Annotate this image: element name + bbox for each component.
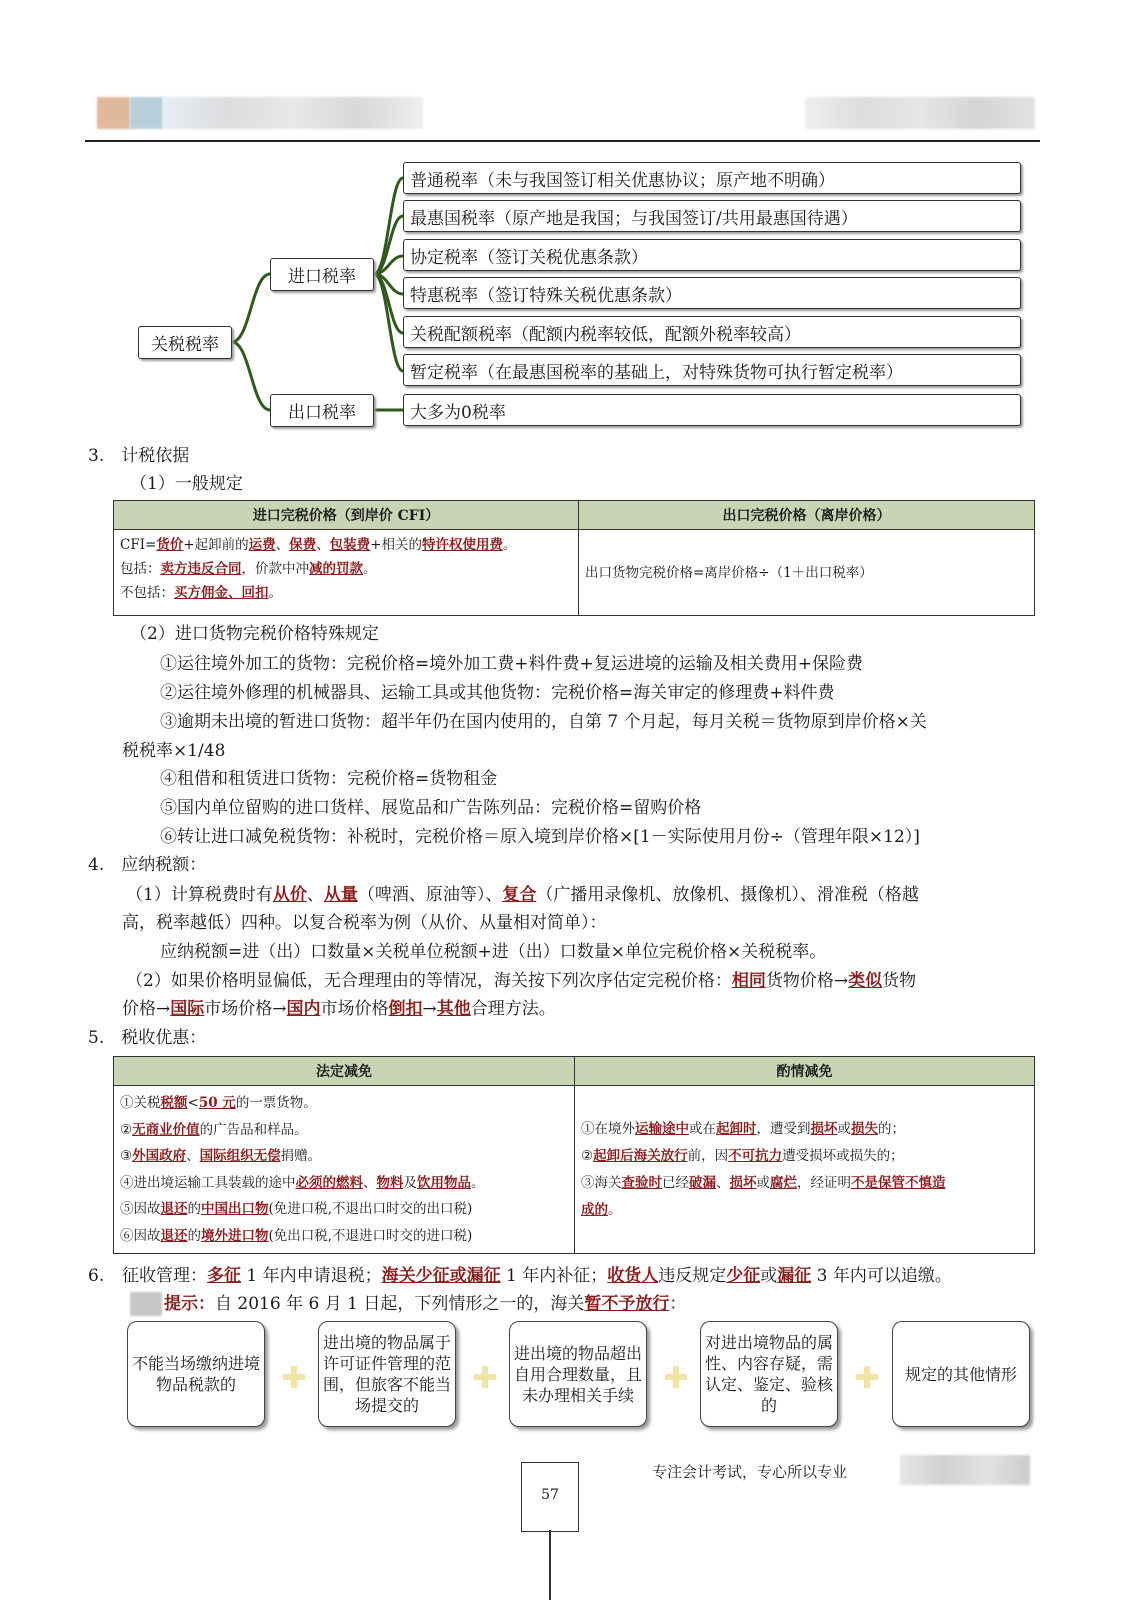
rule-item: ③逾期未出境的暂进口货物：超半年仍在国内使用的，自第 7 个月起，每月关税＝货物原到岸价格×关 [160, 712, 927, 732]
plus-icon [665, 1366, 687, 1388]
rule-item-cont: 税税率×1/48 [122, 741, 226, 761]
statutory-relief-item: ④进出境运输工具装载的途中必须的燃料、物料及饮用物品。 [120, 1174, 485, 1191]
tax-relief-table [113, 1056, 1035, 1254]
page-number: 57 [521, 1462, 579, 1532]
tip-icon [130, 1292, 162, 1316]
page-tab-line [549, 1530, 551, 1600]
table-header: 出口完税价格（离岸价格） [579, 501, 1035, 530]
sec4-p2-line1: （2）如果价格明显偏低，无合理理由的等情况，海关按下列次序估定完税价格：相同货物价格→类似货物 [126, 971, 917, 991]
tree-import-item: 最惠国税率（原产地是我国；与我国签订/共用最惠国待遇） [403, 200, 1021, 232]
tax-base-table [113, 500, 1035, 616]
rule-item: ①运往境外加工的货物：完税价格=境外加工费+料件费+复运进境的运输及相关费用+保险费 [160, 654, 863, 674]
rule-item: ⑥转让进口减免税货物：补税时，完税价格＝原入境到岸价格×[1－实际使用月份÷（管理年限×12）] [160, 827, 920, 847]
section-4-title: 4. 应纳税额： [88, 855, 207, 875]
tree-import-item: 协定税率（签订关税优惠条款） [403, 239, 1021, 271]
statutory-relief-item: ⑤因故退还的中国出口物(免进口税,不退出口时交的出口税) [120, 1201, 473, 1217]
tree-export-node: 出口税率 [270, 394, 374, 427]
tree-export-item: 大多为0税率 [403, 394, 1021, 426]
import-price-cell [114, 530, 579, 616]
statutory-relief-item: ③外国政府、国际组织无偿捐赠。 [120, 1148, 322, 1164]
rule-item: ⑤国内单位留购的进口货样、展览品和广告陈列品：完税价格=留购价格 [160, 798, 702, 818]
discretionary-relief-item: 成的。 [581, 1201, 622, 1218]
cfi-excludes: 不包括：买方佣金、回扣。 [120, 585, 282, 601]
tree-import-node: 进口税率 [270, 258, 374, 291]
tree-root-node: 关税税率 [138, 326, 232, 359]
rule-item: ②运往境外修理的机械器具、运输工具或其他货物：完税价格=海关审定的修理费+料件费 [160, 683, 835, 703]
cfi-formula: CFI=货价+起卸前的运费、保费、包装费+相关的特许权使用费。 [120, 537, 517, 553]
sec4-p1-line1: （1）计算税费时有从价、从量（啤酒、原油等）、复合（广播用录像机、放像机、摄像机）、滑准税（格越 [126, 885, 919, 905]
sec4-p1-line2: 高，税率越低）四种。以复合税率为例（从价、从量相对简单）： [122, 913, 607, 933]
statutory-relief-item: ⑥因故退还的境外进口物(免出口税,不退进口时交的进口税) [120, 1227, 473, 1244]
sec4-p2-line2: 价格→国际市场价格→国内市场价格倒扣→其他合理方法。 [122, 999, 556, 1019]
no-release-case: 规定的其他情形 [892, 1321, 1030, 1427]
section-3-sub2: （2）进口货物完税价格特殊规定 [130, 624, 379, 644]
tree-import-item: 暂定税率（在最惠国税率的基础上，对特殊货物可执行暂定税率） [403, 354, 1021, 386]
no-release-case: 进出境的物品属于许可证件管理的范围，但旅客不能当场提交的 [318, 1321, 456, 1427]
sec6-line: 征收管理：多征 1 年内申请退税；海关少征或漏征 1 年内补征；收货人违反规定少征或漏征 3 年内可以追缴。 [122, 1266, 952, 1286]
tree-import-item: 普通税率（未与我国签订相关优惠协议；原产地不明确） [403, 162, 1021, 194]
tip-line: 提示：自 2016 年 6 月 1 日起，下列情形之一的，海关暂不予放行： [164, 1294, 687, 1314]
table-header: 进口完税价格（到岸价 CFI） [114, 501, 579, 530]
section-5-title: 5. 税收优惠： [88, 1028, 207, 1048]
table-header: 法定减免 [114, 1057, 575, 1086]
plus-icon [474, 1366, 496, 1388]
plus-icon [856, 1366, 878, 1388]
plus-icon [283, 1366, 305, 1388]
discretionary-relief-item: ③海关查验时已经破漏、损坏或腐烂，经证明不是保管不慎造 [581, 1174, 946, 1191]
section-3-title: 3. 计税依据 [88, 446, 190, 466]
export-price-cell: 出口货物完税价格=离岸价格÷（1＋出口税率） [579, 530, 1035, 616]
no-release-case: 进出境的物品超出自用合理数量，且未办理相关手续 [509, 1321, 647, 1427]
rule-item: ④租借和租赁进口货物：完税价格=货物租金 [160, 769, 498, 789]
statutory-relief-item: ②无商业价值的广告品和样品。 [120, 1121, 308, 1138]
footer-slogan: 专注会计考试，专心所以专业 [652, 1463, 848, 1481]
discretionary-relief-cell [575, 1086, 1035, 1254]
tree-import-item: 关税配额税率（配额内税率较低，配额外税率较高） [403, 316, 1021, 348]
tree-import-item: 特惠税率（签订特殊关税优惠条款） [403, 277, 1021, 309]
section-6-num: 6. [88, 1266, 105, 1286]
table-header: 酌情减免 [575, 1057, 1035, 1086]
section-3-sub1: （1）一般规定 [130, 474, 243, 494]
no-release-case: 对进出境物品的属性、内容存疑，需认定、鉴定、验核的 [700, 1321, 838, 1427]
cfi-includes: 包括：卖方违反合同，价款中冲减的罚款。 [120, 561, 377, 577]
discretionary-relief-item: ①在境外运输途中或在起卸时，遭受到损坏或损失的； [581, 1120, 905, 1137]
statutory-relief-item: ①关税税额<50 元的一票货物。 [120, 1095, 317, 1111]
footer-logo-blur [900, 1455, 1030, 1485]
discretionary-relief-item: ②起卸后海关放行前，因不可抗力遭受损坏或损失的； [581, 1147, 904, 1164]
no-release-case: 不能当场缴纳进境物品税款的 [127, 1321, 265, 1427]
sec4-formula: 应纳税额=进（出）口数量×关税单位税额+进（出）口数量×单位完税价格×关税税率。 [160, 942, 827, 962]
statutory-relief-cell [114, 1086, 575, 1254]
